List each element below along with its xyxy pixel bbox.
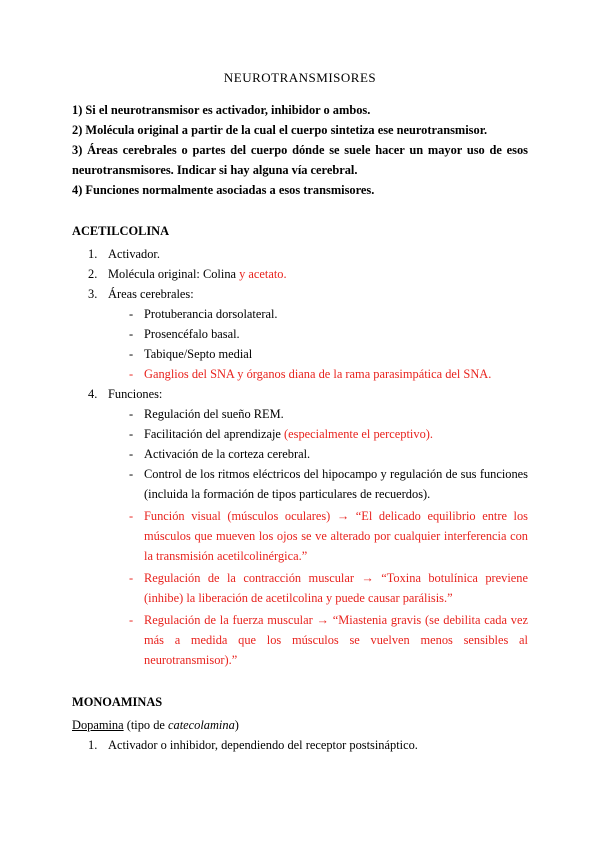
areas-sublist — [72, 304, 528, 384]
document-page — [72, 68, 528, 755]
list-item: 1. Activador. — [88, 247, 160, 261]
section-heading-acetilcolina: ACETILCOLINA — [72, 224, 170, 238]
sublist-item: - Protuberancia dorsolateral. — [129, 307, 278, 321]
dopamina-list — [72, 735, 528, 755]
sublist-item: - Activación de la corteza cerebral. — [129, 447, 311, 461]
list-item: 4. Funciones: — [88, 387, 163, 401]
question-3: 3) Áreas cerebrales o partes del cuerpo dónde se suele hacer un mayor uso de esos neurotransmisores. Indicar si hay alguna vía cerebral. — [72, 143, 528, 177]
funciones-sublist — [72, 404, 528, 670]
sublist-item: - Función visual (músculos oculares) → “El delicado equilibrio entre los músculos que mueven los ojos se ve alterado por cualquier interferencia con la transmisión acetilcolinérgica.” — [129, 509, 528, 563]
section-heading-monoaminas: MONOAMINAS — [72, 695, 163, 709]
question-1: 1) Si el neurotransmisor es activador, inhibidor o ambos. — [72, 103, 371, 117]
sublist-item: - Regulación del sueño REM. — [129, 407, 284, 421]
sublist-item: - Control de los ritmos eléctricos del hipocampo y regulación de sus funciones (incluida la formación de tipos particulares de recuerdos). — [129, 467, 528, 501]
sublist-item: - Prosencéfalo basal. — [129, 327, 240, 341]
document-title: NEUROTRANSMISORES — [223, 70, 377, 85]
sublist-item: - Regulación de la fuerza muscular → “Miastenia gravis (se debilita cada vez más a medida que los músculos se vuelven menos sensibles al neurotransmisor).” — [129, 613, 528, 667]
list-item: 1. Activador o inhibidor, dependiendo del receptor postsináptico. — [88, 738, 418, 752]
question-2: 2) Molécula original a partir de la cual el cuerpo sintetiza ese neurotransmisor. — [72, 123, 488, 137]
question-4: 4) Funciones normalmente asociadas a esos transmisores. — [72, 183, 375, 197]
subsection-dopamina: Dopamina (tipo de catecolamina) — [72, 718, 239, 732]
sublist-item: - Ganglios del SNA y órganos diana de la rama parasimpática del SNA. — [129, 367, 492, 381]
list-item: 2. Molécula original: Colina y acetato. — [88, 267, 287, 281]
sublist-item: - Tabique/Septo medial — [129, 347, 253, 361]
acetilcolina-list — [72, 244, 528, 670]
list-item: 3. Áreas cerebrales: — [88, 287, 194, 301]
sublist-item: - Facilitación del aprendizaje (especialmente el perceptivo). — [129, 427, 433, 441]
sublist-item: - Regulación de la contracción muscular → “Toxina botulínica previene (inhibe) la liberación de acetilcolina y puede causar parálisis.” — [129, 571, 528, 605]
